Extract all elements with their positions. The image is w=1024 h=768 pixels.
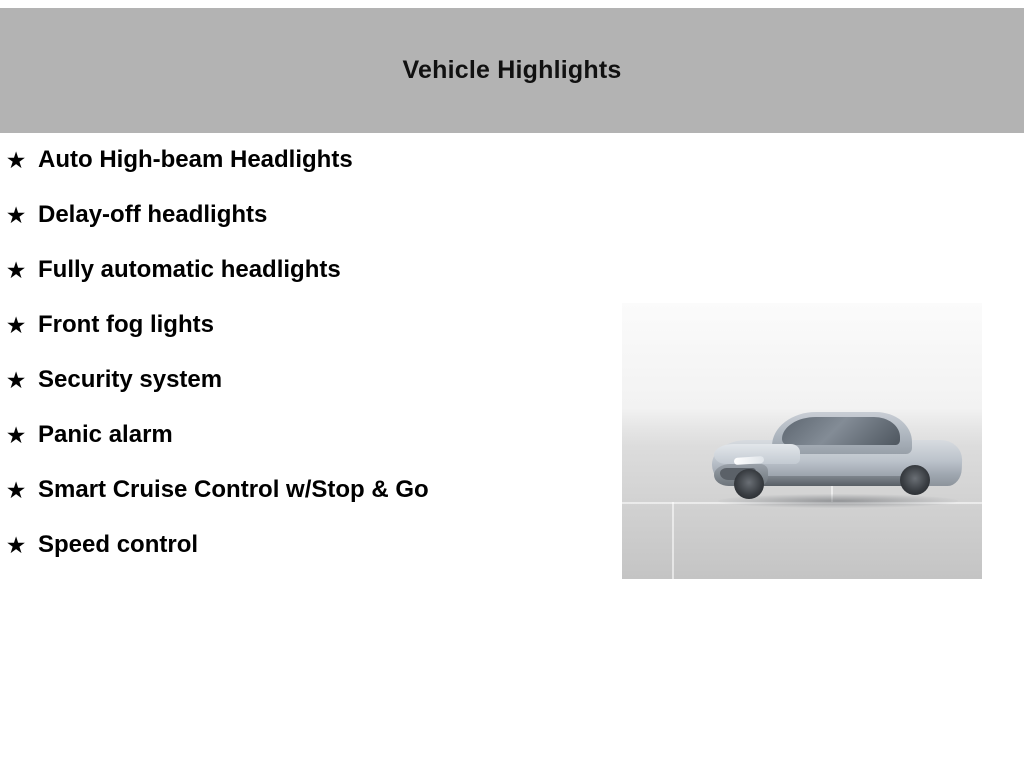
content-area xyxy=(0,133,1024,768)
car-illustration xyxy=(704,398,972,513)
list-item xyxy=(0,310,600,340)
list-item xyxy=(0,420,600,450)
vehicle-photo xyxy=(622,303,982,579)
star-bullet-icon: ★ xyxy=(5,532,27,558)
star-bullet-icon: ★ xyxy=(5,312,27,338)
feature-label: Security system xyxy=(38,366,223,393)
feature-label: Fully automatic headlights xyxy=(38,256,341,283)
feature-label: Delay-off headlights xyxy=(38,201,268,228)
header-bar xyxy=(0,8,1024,133)
star-bullet-icon: ★ xyxy=(5,147,27,173)
feature-label: Front fog lights xyxy=(38,311,214,338)
photo-seam xyxy=(672,502,674,579)
star-bullet-icon: ★ xyxy=(5,257,27,283)
car-windows xyxy=(782,417,900,445)
list-item xyxy=(0,365,600,395)
star-bullet-icon: ★ xyxy=(5,202,27,228)
star-bullet-icon: ★ xyxy=(5,477,27,503)
list-item xyxy=(0,255,600,285)
star-bullet-icon: ★ xyxy=(5,367,27,393)
car-rocker-panel xyxy=(750,476,910,486)
car-wheel-rear xyxy=(900,465,930,495)
list-item xyxy=(0,475,600,505)
list-item xyxy=(0,200,600,230)
features-list xyxy=(0,145,600,585)
feature-label: Smart Cruise Control w/Stop & Go xyxy=(38,476,429,503)
star-bullet-icon: ★ xyxy=(5,422,27,448)
feature-label: Speed control xyxy=(38,531,199,558)
list-item xyxy=(0,530,600,560)
feature-label: Panic alarm xyxy=(38,421,173,448)
list-item xyxy=(0,145,600,175)
feature-label: Auto High-beam Headlights xyxy=(38,146,353,173)
car-wheel-front xyxy=(734,469,764,499)
page-title: Vehicle Highlights xyxy=(402,56,622,84)
